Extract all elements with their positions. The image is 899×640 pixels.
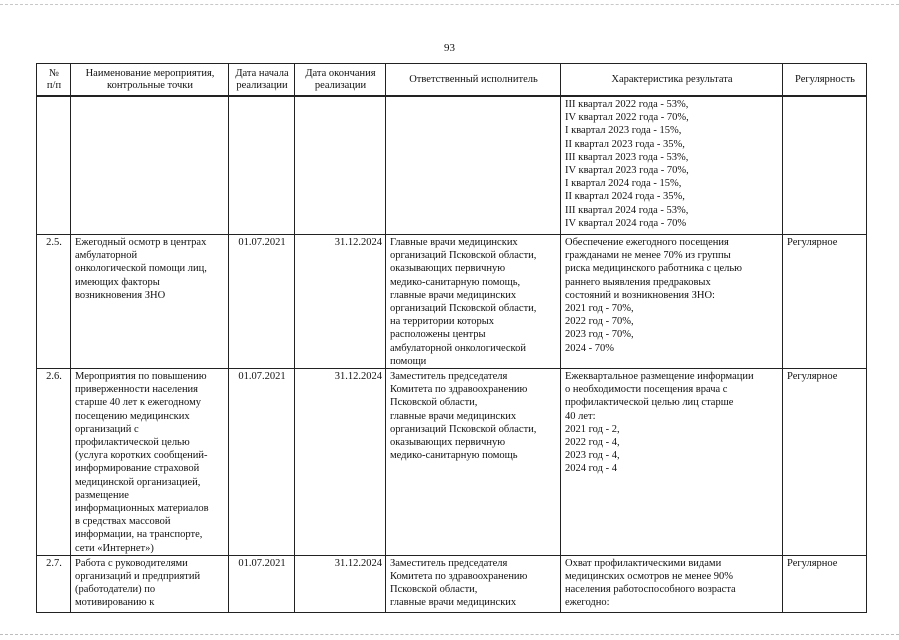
header-end-date: Дата окончания реализации — [295, 64, 386, 97]
cell-result: Охват профилактическими видами медицинских осмотров не менее 90% населения работоспособного возраста ежегодно: — [561, 555, 783, 612]
result-line: IV квартал 2022 года - 70%, — [565, 112, 689, 124]
header-regularity: Регулярность — [783, 64, 867, 97]
cell-num: 2.6. — [37, 369, 71, 556]
cell-start-date — [229, 96, 295, 235]
header-name: Наименование мероприятия, контрольные точки — [71, 64, 229, 97]
result-line: III квартал 2023 года - 53%, — [565, 151, 689, 163]
cell-start-date: 01.07.2021 — [229, 555, 295, 612]
cell-regularity: Регулярное — [783, 555, 867, 612]
cell-executor — [386, 96, 561, 235]
cell-end-date: 31.12.2024 — [295, 555, 386, 612]
cell-num: 2.7. — [37, 555, 71, 612]
table-row-2-5 — [37, 235, 867, 369]
header-start-date: Дата начала реализации — [229, 64, 295, 97]
activities-table — [36, 63, 867, 613]
table-row-2-6 — [37, 369, 867, 556]
cell-name: Работа с руководителями организаций и предприятий (работодатели) по мотивированию к — [71, 555, 229, 612]
result-line: III квартал 2022 года - 53%, — [565, 99, 689, 110]
table-row-continuation — [37, 96, 867, 235]
result-line: III квартал 2024 года - 53%, — [565, 204, 689, 216]
cell-regularity: Регулярное — [783, 235, 867, 369]
cell-result: Ежеквартальное размещение информации о необходимости посещения врача с профилактической целью лиц старше 40 лет: 2021 год - 2, 2022 год - 4, 2023 год - 4, 2024 год - 4 — [561, 369, 783, 556]
header-num: № п/п — [37, 64, 71, 97]
cell-num — [37, 96, 71, 235]
cell-name: Ежегодный осмотр в центрах амбулаторной онкологической помощи лиц, имеющих факторы возникновения ЗНО — [71, 235, 229, 369]
page-number: 93 — [444, 42, 455, 54]
cell-result: Обеспечение ежегодного посещения гражданами не менее 70% из группы риска медицинского работника с целью раннего выявления предраковых состояний и возникновения ЗНО: 2021 год - 70%, 2022 год - 70%, 2023 год - 70%, 2024 - 70% — [561, 235, 783, 369]
header-result: Характеристика результата — [561, 64, 783, 97]
cell-regularity — [783, 96, 867, 235]
scan-edge-top — [0, 4, 899, 5]
cell-end-date: 31.12.2024 — [295, 235, 386, 369]
cell-executor: Заместитель председателя Комитета по здравоохранению Псковской области, главные врачи медицинских — [386, 555, 561, 612]
result-line: I квартал 2023 года - 15%, — [565, 125, 682, 137]
cell-end-date — [295, 96, 386, 235]
cell-num: 2.5. — [37, 235, 71, 369]
scan-edge-bottom — [0, 634, 899, 635]
cell-regularity: Регулярное — [783, 369, 867, 556]
cell-executor: Заместитель председателя Комитета по здравоохранению Псковской области, главные врачи медицинских организаций Псковской области, оказывающих первичную медико-санитарную помощь — [386, 369, 561, 556]
cell-executor: Главные врачи медицинских организаций Псковской области, оказывающих первичную медико-санитарную помощь, главные врачи медицинских организаций Псковской области, на территории которых расположены центры амбулаторной онкологической помощи — [386, 235, 561, 369]
cell-name: Мероприятия по повышению приверженности населения старше 40 лет к ежегодному посещению медицинских организаций с профилактической целью (услуга коротких сообщений- информирование страховой медицинской организацией, размещение информационных материалов в средствах массовой информации, на транспорте, сети «Интернет») — [71, 369, 229, 556]
result-line: IV квартал 2024 года - 70% — [565, 217, 687, 229]
cell-start-date: 01.07.2021 — [229, 369, 295, 556]
cell-start-date: 01.07.2021 — [229, 235, 295, 369]
result-line: I квартал 2024 года - 15%, — [565, 178, 682, 190]
cell-end-date: 31.12.2024 — [295, 369, 386, 556]
header-executor: Ответственный исполнитель — [386, 64, 561, 97]
result-line: II квартал 2024 года - 35%, — [565, 191, 685, 203]
table-header-row — [37, 64, 867, 97]
cell-result — [561, 96, 783, 235]
table-row-2-7 — [37, 555, 867, 612]
result-line: II квартал 2023 года - 35%, — [565, 138, 685, 150]
result-line: IV квартал 2023 года - 70%, — [565, 165, 689, 177]
cell-name — [71, 96, 229, 235]
